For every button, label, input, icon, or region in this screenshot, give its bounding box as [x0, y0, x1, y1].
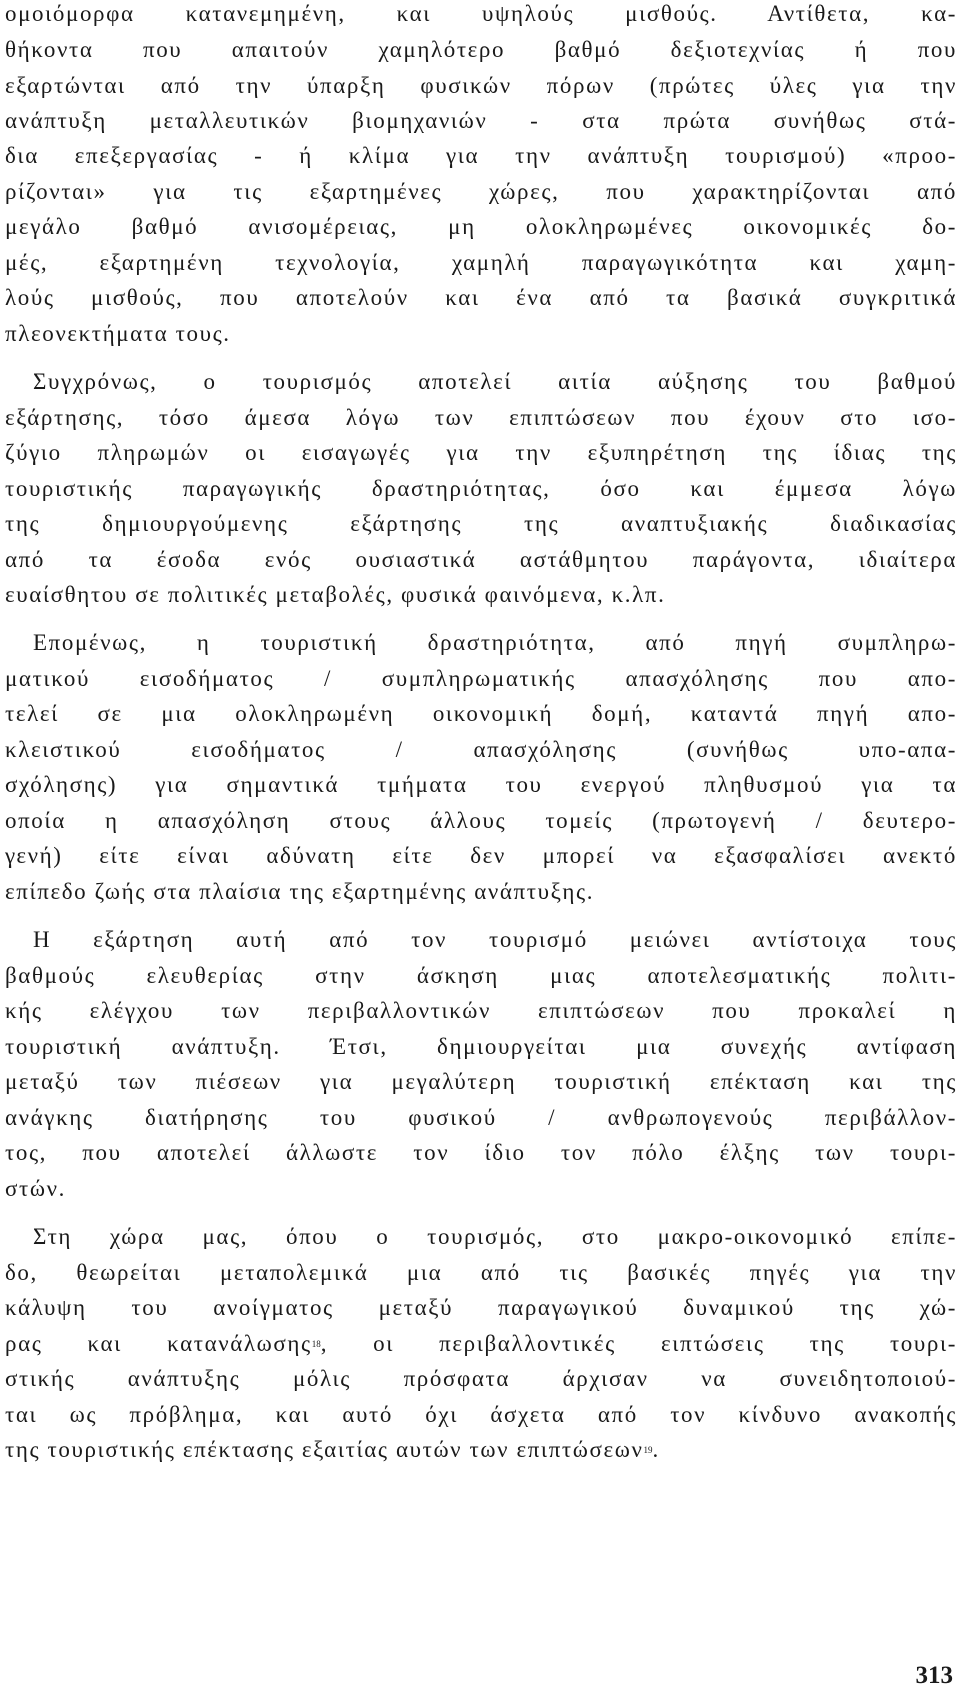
text-line: τουριστικής παραγωγικής δραστηριότητας, όσο και έμμεσα λόγω — [5, 476, 957, 501]
text-segment: , οι περιβαλλοντικές ειπτώσεις της τουρι- — [320, 1331, 958, 1356]
text-line: τος, που αποτελεί άλλωστε τον ίδιο τον πόλο έλξης των τουρι- — [5, 1140, 957, 1165]
text-line: Επομένως, η τουριστική δραστηριότητα, από πηγή συμπληρω- — [33, 630, 957, 655]
text-line: εξάρτησης, τόσο άμεσα λόγω των επιπτώσεων που έχουν στο ισο- — [5, 405, 957, 430]
text-line: Συγχρόνως, ο τουρισμός αποτελεί αιτία αύξησης του βαθμού — [33, 369, 957, 394]
text-line: στικής ανάπτυξης μόλις πρόσφατα άρχισαν να συνειδητοποιού- — [5, 1366, 957, 1391]
text-line: ανάπτυξη μεταλλευτικών βιομηχανιών - στα πρώτα συνήθως στά- — [5, 108, 957, 133]
text-line: μεταξύ των πιέσεων για μεγαλύτερη τουριστική επέκταση και της — [5, 1069, 957, 1094]
text-line: ζύγιο πληρωμών οι εισαγωγές για την εξυπηρέτηση της ίδιας της — [5, 440, 957, 465]
text-line: μεγάλο βαθμό ανισομέρειας, μη ολοκληρωμένες οικονομικές δο- — [5, 214, 957, 239]
text-line: Η εξάρτηση αυτή από τον τουρισμό μειώνει αντίστοιχα τους — [33, 927, 957, 952]
text-line: κλειστικού εισοδήματος / απασχόλησης (συνήθως υπο-απα- — [5, 737, 957, 762]
text-line: ματικού εισοδήματος / συμπληρωματικής απασχόλησης που απο- — [5, 666, 957, 691]
text-line: ομοιόμορφα κατανεμημένη, και υψηλούς μισθούς. Αντίθετα, κα- — [5, 1, 957, 26]
text-line: λούς μισθούς, που αποτελούν και ένα από τα βασικά συγκριτικά — [5, 285, 957, 310]
footnote-ref[interactable]: 19 — [643, 1445, 653, 1455]
text-line: κάλυψη του ανοίγματος μεταξύ παραγωγικού δυναμικού της χώ- — [5, 1295, 957, 1320]
text-line — [5, 1436, 957, 1464]
text-line: τελεί σε μια ολοκληρωμένη οικονομική δομή, καταντά πηγή απο- — [5, 701, 957, 726]
text-line: της δημιουργούμενης εξάρτησης της αναπτυξιακής διαδικασίας — [5, 511, 957, 536]
text-segment: ρας και κατανάλωσης — [5, 1331, 312, 1356]
text-line: ανάγκης διατήρησης του φυσικού / ανθρωπογενούς περιβάλλον- — [5, 1105, 957, 1130]
text-line: ευαίσθητου σε πολιτικές μεταβολές, φυσικά φαινόμενα, κ.λπ. — [5, 582, 666, 607]
text-line: δια επεξεργασίας - ή κλίμα για την ανάπτυξη τουρισμού) «προο- — [5, 143, 957, 168]
text-line: εξαρτώνται από την ύπαρξη φυσικών πόρων (πρώτες ύλες για την — [5, 73, 957, 98]
text-segment: . — [652, 1437, 660, 1462]
text-line: βαθμούς ελευθερίας στην άσκηση μιας αποτελεσματικής πολιτι- — [5, 963, 957, 988]
text-line: θήκοντα που απαιτούν χαμηλότερο βαθμό δεξιοτεχνίας ή που — [5, 37, 957, 62]
text-line: γενή) είτε είναι αδύνατη είτε δεν μπορεί να εξασφαλίσει ανεκτό — [5, 843, 957, 868]
text-line: οποία η απασχόληση στους άλλους τομείς (πρωτογενή / δευτερο- — [5, 808, 957, 833]
footnote-ref[interactable]: 18 — [311, 1339, 321, 1349]
text-line: τουριστική ανάπτυξη. Έτσι, δημιουργείται μια συνεχής αντίφαση — [5, 1034, 957, 1059]
text-line: δο, θεωρείται μεταπολεμικά μια από τις βασικές πηγές για την — [5, 1260, 957, 1285]
text-segment: της τουριστικής επέκτασης εξαιτίας αυτών των επιπτώσεων — [5, 1437, 644, 1462]
text-line — [5, 1330, 957, 1358]
text-line: ρίζονται» για τις εξαρτημένες χώρες, που χαρακτηρίζονται από — [5, 179, 957, 204]
text-line: από τα έσοδα ενός ουσιαστικά αστάθμητου παράγοντα, ιδιαίτερα — [5, 547, 957, 572]
page-number: 313 — [915, 1662, 953, 1689]
text-line: Στη χώρα μας, όπου ο τουρισμός, στο μακρο-οικονομικό επίπε- — [33, 1224, 957, 1249]
text-line: σχόλησης) για σημαντικά τμήματα του ενεργού πληθυσμού για τα — [5, 772, 957, 797]
text-line: κής ελέγχου των περιβαλλοντικών επιπτώσεων που προκαλεί η — [5, 998, 957, 1023]
text-line: πλεονεκτήματα τους. — [5, 321, 231, 346]
text-line: μές, εξαρτημένη τεχνολογία, χαμηλή παραγωγικότητα και χαμη- — [5, 250, 957, 275]
text-line: στών. — [5, 1176, 66, 1201]
text-line: επίπεδο ζωής στα πλαίσια της εξαρτημένης ανάπτυξης. — [5, 879, 595, 904]
text-line: ται ως πρόβλημα, και αυτό όχι άσχετα από τον κίνδυνο ανακοπής — [5, 1402, 957, 1427]
